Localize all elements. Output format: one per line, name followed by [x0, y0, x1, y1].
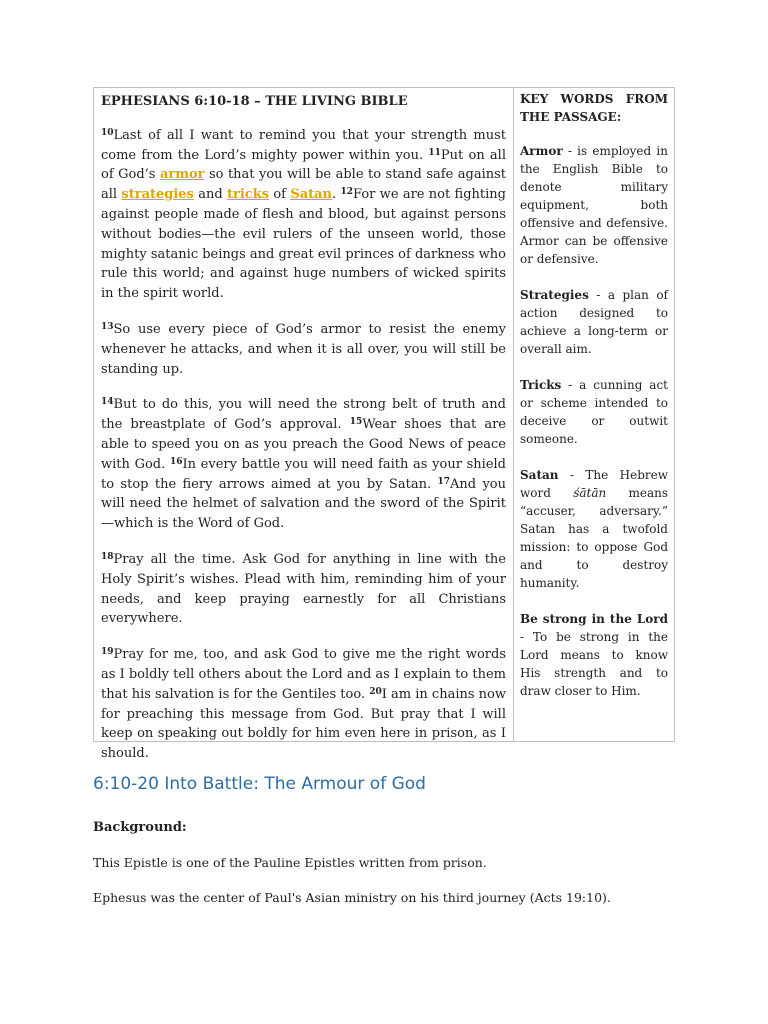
- highlight-armor: armor: [159, 167, 205, 183]
- verse-number: 16: [169, 456, 183, 467]
- scripture-paragraph: [101, 645, 506, 764]
- verse-number: 11: [428, 147, 441, 158]
- passage-title: EPHESIANS 6:10-18 – THE LIVING BIBLE: [101, 94, 408, 109]
- verse-text: Last of all I want to remind you that your strength must come from the Lord’s mighty power within you.: [101, 127, 506, 163]
- highlight-strategies: strategies: [121, 187, 194, 203]
- scripture-paragraph: [101, 550, 506, 629]
- verse-text: Put on all of God’s: [101, 147, 507, 183]
- keyword-term: Armor: [520, 144, 563, 158]
- verse-number: 14: [101, 397, 114, 408]
- body-line: Ephesus was the center of Paul's Asian ministry on his third journey (Acts 19:10).: [93, 890, 611, 905]
- keyword-entry: [520, 376, 668, 448]
- verse-text: I am in chains now for preaching this message from God. But pray that I will keep on speaking out boldly for him even here in prison, as I should.: [101, 686, 506, 762]
- keyword-term: Satan: [520, 468, 559, 482]
- background-label: Background:: [93, 820, 187, 835]
- keyword-term: Strategies: [520, 288, 589, 302]
- keyword-definition: - The Hebrew word: [520, 468, 668, 500]
- passage-table: [93, 87, 675, 762]
- verse-number: 19: [101, 647, 114, 658]
- verse-text: But to do this, you will need the strong belt of truth and the breastplate of God’s approval.: [101, 397, 506, 433]
- scripture-column: [94, 88, 514, 762]
- keyword-definition: - a plan of action designed to achieve a long-term or overall aim.: [520, 288, 668, 356]
- verse-text: So use every piece of God’s armor to resist the enemy whenever he attacks, and when it is all over, you will still be standing up.: [101, 321, 506, 377]
- keyword-definition: - To be strong in the Lord means to know His strength and to draw closer to Him.: [520, 630, 668, 698]
- verse-text: .: [332, 187, 341, 203]
- keyword-definition: - is employed in the English Bible to denote military equipment, both offensive and defensive. Armor can be offensive or defensive.: [520, 144, 668, 266]
- verse-number: 18: [101, 551, 114, 562]
- keyword-definition: means “accuser, adversary.” Satan has a twofold mission: to oppose God and to destroy humanity.: [520, 486, 668, 590]
- hebrew-word: śātān: [573, 486, 607, 500]
- keywords-header: KEY WORDS FROM THE PASSAGE:: [520, 92, 668, 124]
- verse-number: 12: [340, 187, 354, 198]
- keyword-entry: [520, 610, 668, 700]
- highlight-satan: Satan: [290, 187, 333, 203]
- keyword-entry: [520, 142, 668, 268]
- section-heading: 6:10-20 Into Battle: The Armour of God: [93, 774, 426, 794]
- verse-number: 13: [101, 321, 114, 332]
- verse-text: And you will need the helmet of salvation and the sword of the Spirit—which is the Word of God.: [101, 476, 506, 532]
- scripture-paragraph: [101, 395, 506, 534]
- verse-number: 15: [349, 417, 363, 428]
- verse-text: Pray for me, too, and ask God to give me the right words as I boldly tell others about the Lord and as I explain to them that his salvation is for the Gentiles too.: [101, 647, 506, 702]
- highlight-tricks: tricks: [226, 187, 270, 203]
- verse-text: of: [269, 187, 291, 203]
- verse-text: Wear shoes that are able to speed you on as you preach the Good News of peace with God.: [101, 417, 506, 472]
- verse-number: 10: [101, 127, 114, 138]
- keyword-entry: [520, 466, 668, 592]
- keyword-entry: [520, 286, 668, 358]
- keyword-term: Be strong in the Lord: [520, 612, 668, 626]
- scripture-paragraph: [101, 320, 506, 379]
- verse-text: and: [193, 187, 227, 203]
- verse-text: In every battle you will need faith as your shield to stop the fiery arrows aimed at you by Satan.: [101, 456, 506, 492]
- keywords-column: [514, 88, 674, 741]
- verse-text: so that you will be able to stand safe against all: [101, 167, 506, 203]
- verse-number: 17: [437, 476, 450, 487]
- scripture-paragraph: [101, 126, 506, 304]
- keyword-definition: - a cunning act or scheme intended to deceive or outwit someone.: [520, 378, 668, 446]
- verse-text: For we are not fighting against people made of flesh and blood, but against persons without bodies—the evil rulers of the unseen world, those mighty satanic beings and great evil princes of darkness who rule this world; and against huge numbers of wicked spirits in the spirit world.: [101, 187, 506, 302]
- body-line: This Epistle is one of the Pauline Epistles written from prison.: [93, 855, 487, 870]
- keyword-term: Tricks: [520, 378, 562, 392]
- verse-number: 20: [369, 686, 382, 697]
- verse-text: Pray all the time. Ask God for anything in line with the Holy Spirit’s wishes. Plead with him, reminding him of your needs, and keep praying earnestly for all Christians everywhere.: [101, 551, 506, 627]
